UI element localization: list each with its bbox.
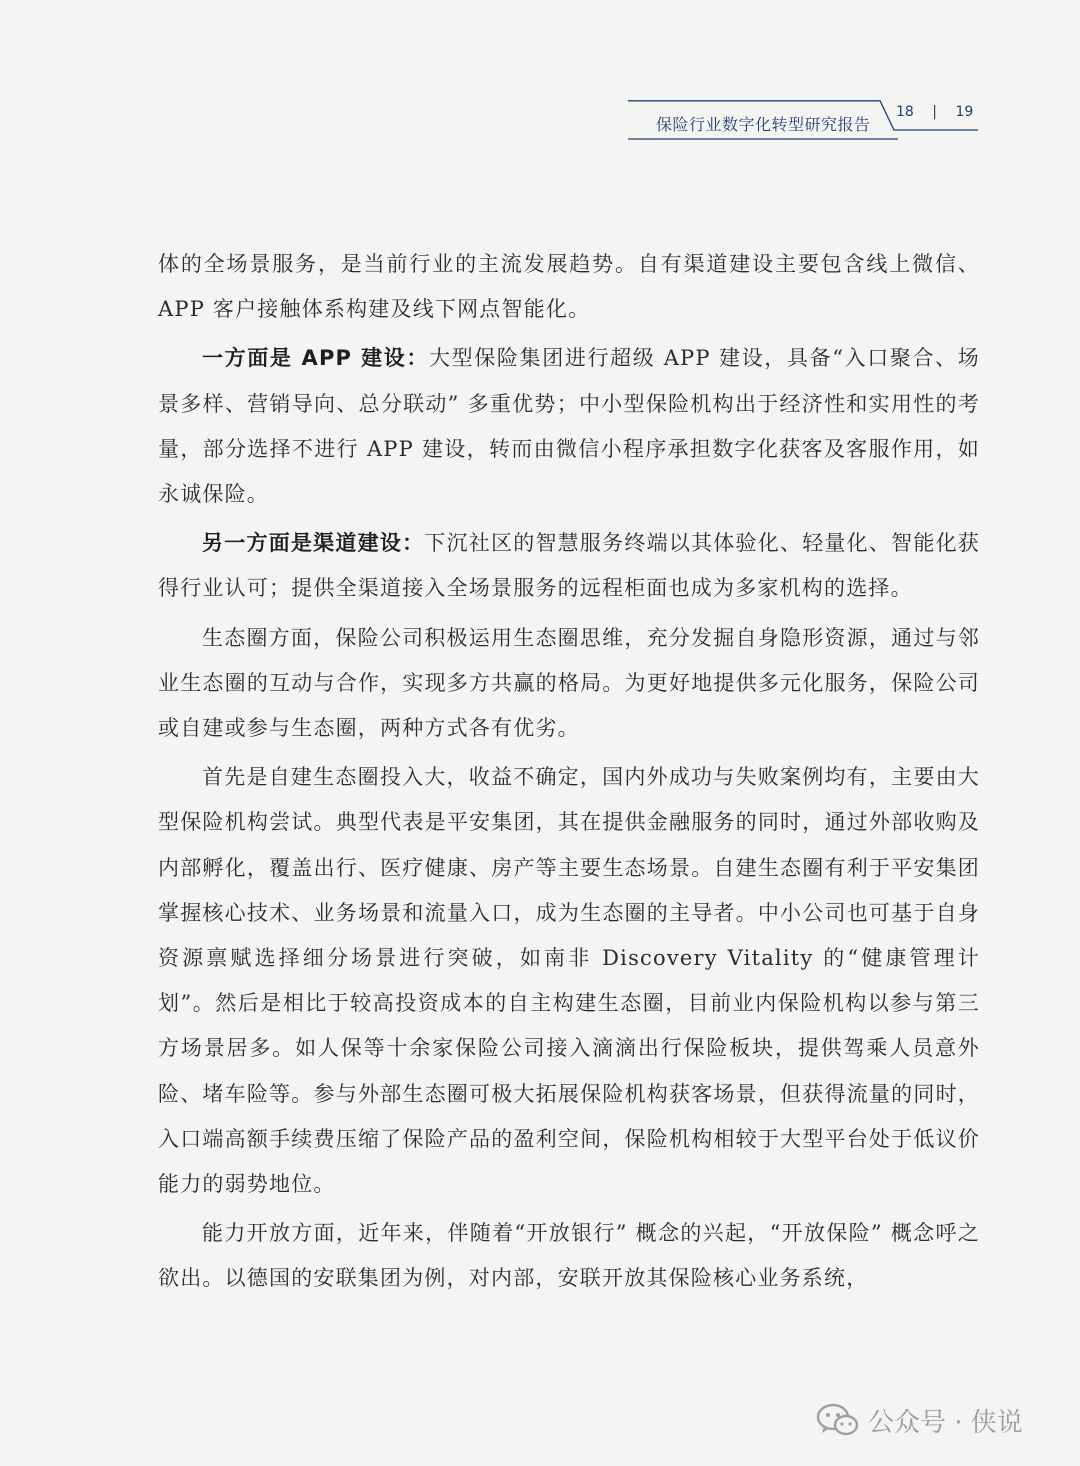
page-number-separator: | <box>932 104 937 120</box>
paragraph-5 <box>158 755 980 1207</box>
page-numbers <box>896 104 973 120</box>
watermark-text: 公众号 · 侠说 <box>868 1407 1023 1438</box>
paragraph-1 <box>158 242 980 332</box>
paragraph-4-text: 生态圈方面，保险公司积极运用生态圈思维，充分发掘自身隐形资源，通过与邻业生态圈的互动与合作，实现多方共赢的格局。为更好地提供多元化服务，保险公司或自建或参与生态圈，两种方式各有优劣。 <box>158 625 980 741</box>
paragraph-2-text: 大型保险集团进行超级 APP 建设，具备“入口聚合、场景多样、营销导向、总分联动” 多重优势；中小型保险机构出于经济性和实用性的考量，部分选择不进行 APP 建设，转而由微信小程序承担数字化获客及客服作用，如永诚保险。 <box>158 346 980 507</box>
paragraph-3 <box>158 521 980 611</box>
paragraph-6-text: 能力开放方面，近年来，伴随着“开放银行” 概念的兴起，“开放保险” 概念呼之欲出。以德国的安联集团为例，对内部，安联开放其保险核心业务系统， <box>158 1221 980 1291</box>
wechat-watermark <box>816 1398 1023 1442</box>
paragraph-4 <box>158 616 980 752</box>
paragraph-2-lead: 一方面是 APP 建设： <box>202 346 429 371</box>
running-header <box>628 100 978 140</box>
body-text <box>158 242 980 1306</box>
paragraph-5-text: 首先是自建生态圈投入大，收益不确定，国内外成功与失败案例均有，主要由大型保险机构尝试。典型代表是平安集团，其在提供金融服务的同时，通过外部收购及内部孵化，覆盖出行、医疗健康、房产等主要生态场景。自建生态圈有利于平安集团掌握核心技术、业务场景和流量入口，成为生态圈的主导者。中小公司也可基于自身资源禀赋选择细分场景进行突破，如南非 Discovery Vitality 的“健康管理计划”。然后是相比于较高投资成本的自主构建生态圈，目前业内保险机构以参与第三方场景居多。如人保等十余家保险公司接入滴滴出行保险板块，提供驾乘人员意外险、堵车险等。参与外部生态圈可极大拓展保险机构获客场景，但获得流量的同时，入口端高额手续费压缩了保险产品的盈利空间，保险机构相较于大型平台处于低议价能力的弱势地位。 <box>158 765 980 1197</box>
paragraph-3-text: 下沉社区的智慧服务终端以其体验化、轻量化、智能化获得行业认可；提供全渠道接入全场景服务的远程柜面也成为多家机构的选择。 <box>158 531 981 601</box>
paragraph-3-lead: 另一方面是渠道建设： <box>202 531 425 556</box>
page-number-left: 18 <box>896 104 914 120</box>
page-number-right: 19 <box>955 104 974 120</box>
paragraph-2 <box>158 336 980 517</box>
paragraph-1-text: 体的全场景服务，是当前行业的主流发展趋势。自有渠道建设主要包含线上微信、APP 客户接触体系构建及线下网点智能化。 <box>158 252 980 322</box>
wechat-icon <box>816 1402 860 1438</box>
paragraph-6 <box>158 1211 980 1301</box>
report-title: 保险行业数字化转型研究报告 <box>656 115 871 134</box>
